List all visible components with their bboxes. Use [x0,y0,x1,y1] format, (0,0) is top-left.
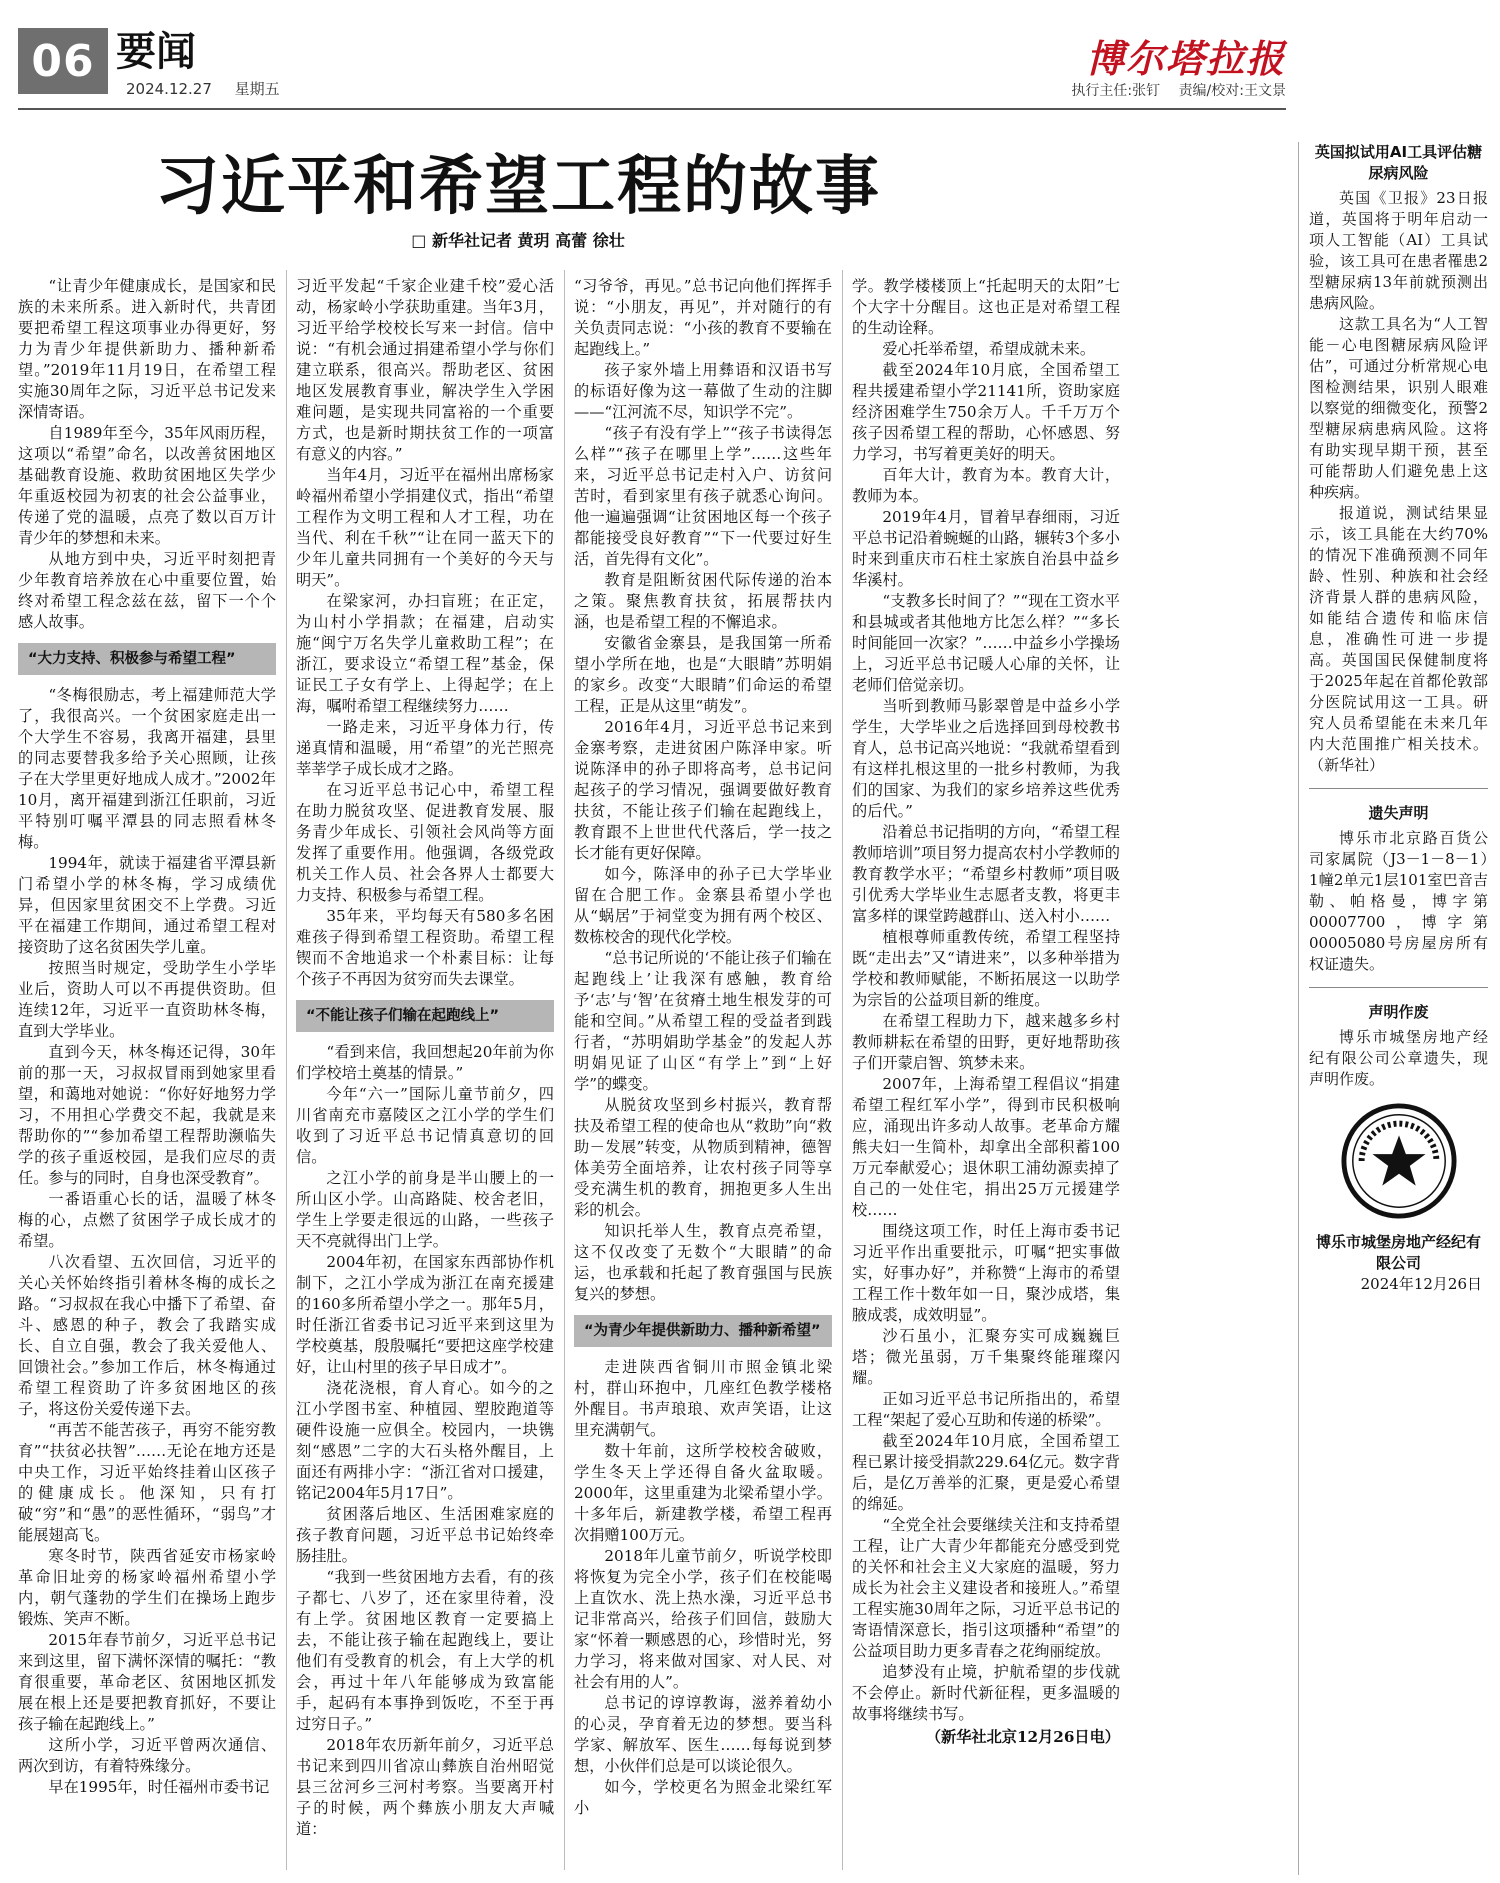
article-paragraph: “习爷爷，再见。”总书记向他们挥挥手说：“小朋友，再见”，并对随行的有关负责同志说：“小孩的教育不要输在起跑线上。” [574,277,832,358]
article-sign-off: （新华社北京12月26日电） [925,1728,1120,1746]
article-paragraph: 总书记的谆谆教诲，滋养着幼小的心灵，孕育着无边的梦想。要当科学家、解放军、医生……每每说到梦想，小伙伴们总是可以谈论很久。 [574,1694,832,1775]
article-paragraph: 直到今天，林冬梅还记得，30年前的那一天，习叔叔冒雨到她家里看望，和蔼地对她说：“你好好地努力学习，不用担心学费交不起，我就是来帮助你的”“参加希望工程帮助濒临失学的孩子重返校园，是我们应尽的责任。参与的同时，自身也深受教育”。 [18,1043,276,1187]
sidebar-news [1309,142,1488,789]
article-paragraph: “全党全社会要继续关注和支持希望工程，让广大青少年都能充分感受到党的关怀和社会主义大家庭的温暖，努力成长为社会主义建设者和接班人。”希望工程实施30周年之际，习近平总书记的寄语情深意长，指引这项播种“希望”的公益项目助力更多青春之花绚丽绽放。 [852,1516,1120,1660]
sidebar-news-title: 英国拟试用AI工具评估糖尿病风险 [1314,143,1483,182]
article-paragraph: 寒冬时节，陕西省延安市杨家岭革命旧址旁的杨家岭福州希望小学内，朝气蓬勃的学生们在操场上跑步锻炼、笑声不断。 [18,1547,276,1628]
sidebar-news-paragraph: 这款工具名为“人工智能－心电图糖尿病风险评估”，可通过分析常规心电图检测结果，识别人眼难以察觉的细微变化，预警2型糖尿病患病风险。这将有助实现早期干预，甚至可能帮助人们避免患上这种疾病。 [1309,315,1488,501]
article-paragraph: 沿着总书记指明的方向，“希望工程教师培训”项目努力提高农村小学教师的教育教学水平；“希望乡村教师”项目吸引优秀大学毕业生志愿者支教，将更丰富多样的课堂跨越群山、送入村小…… [852,823,1120,925]
section-subheading: “大力支持、积极参与希望工程” [18,643,276,675]
article-paragraph: 知识托举人生，教育点亮希望，这不仅改变了无数个“大眼睛”的命运，也承载和托起了教育强国与民族复兴的梦想。 [574,1222,832,1303]
article-column-1 [18,276,276,1876]
article-paragraph: “支教多长时间了？”“现在工资水平和县城或者其他地方比怎么样？”“多长时间能回一次家？”……中益乡小学操场上，习近平总书记暖人心扉的关怀，让老师们倍觉亲切。 [852,592,1120,694]
article-paragraph: 一路走来，习近平身体力行，传递真情和温暖，用“希望”的光芒照亮莘莘学子成长成才之路。 [296,718,554,778]
article-paragraph: 数十年前，这所学校校舍破败，学生冬天上学还得自备火盆取暖。2000年，这里重建为北梁希望小学。十多年后，新建教学楼，希望工程再次捐赠100万元。 [574,1442,832,1544]
article-paragraph: 一番语重心长的话，温暖了林冬梅的心，点燃了贫困学子成长成才的希望。 [18,1190,276,1250]
article-paragraph: 沙石虽小，汇聚夯实可成巍巍巨塔；微光虽弱，万千集聚终能璀璨闪耀。 [852,1327,1120,1387]
article-paragraph: 2016年4月，习近平总书记来到金寨考察，走进贫困户陈泽申家。听说陈泽申的孙子即将高考，总书记问起孩子的学习情况，强调要做好教育扶贫，不能让孩子们输在起跑线上，教育跟不上世世代代落后，学一技之长才能有更好保障。 [574,718,832,862]
article-paragraph: 2015年春节前夕，习近平总书记来到这里，留下满怀深情的嘱托：“教育很重要，革命老区、贫困地区抓发展在根上还是要把教育抓好，不要让孩子输在起跑线上。” [18,1631,276,1733]
void-notice [1309,1002,1488,1307]
article-paragraph: 学。教学楼楼顶上“托起明天的太阳”七个大字十分醒目。这也正是对希望工程的生动诠释。 [852,277,1120,337]
article-paragraph: 正如习近平总书记所指出的，希望工程“架起了爱心互助和传递的桥梁”。 [852,1390,1120,1429]
article-paragraph: 在习近平总书记心中，希望工程在助力脱贫攻坚、促进教育发展、服务青少年成长、引领社会风尚等方面发挥了重要作用。他强调，各级党政机关工作人员、社会各界人士都要大力支持、积极参与希望工程。 [296,781,554,904]
article-paragraph: 截至2024年10月底，全国希望工程共援建希望小学21141所，资助家庭经济困难学生750余万人。千千万万个孩子因希望工程的帮助，心怀感恩、努力学习，书写着更美好的明天。 [852,361,1120,463]
section-subheading: “为青少年提供新助力、播种新希望” [574,1315,832,1347]
sidebar [1298,142,1488,1875]
article-paragraph: 早在1995年，时任福州市委书记 [48,1778,270,1796]
article-paragraph: 2004年初，在国家东西部协作机制下，之江小学成为浙江在南充援建的160多所希望小学之一。那年5月，时任浙江省委书记习近平来到这里为学校奠基，殷殷嘱托“要把这座学校建好，让山村里的孩子早日成才”。 [296,1253,554,1376]
article-paragraph: 之江小学的前身是半山腰上的一所山区小学。山高路陡、校舍老旧，学生上学要走很远的山路，一些孩子天不亮就得出门上学。 [296,1169,554,1250]
article-paragraph: 截至2024年10月底，全国希望工程已累计接受捐款229.64亿元。数字背后，是亿万善举的汇聚，更是爱心希望的绵延。 [852,1432,1120,1513]
article-paragraph: 追梦没有止境，护航希望的步伐就不会停止。新时代新征程，更多温暖的故事将继续书写。 [852,1663,1120,1723]
date-text: 2024.12.27 [126,80,212,98]
masthead [18,28,1286,100]
article-paragraph: 2019年4月，冒着早春细雨，习近平总书记沿着蜿蜒的山路，辗转3个多小时来到重庆市石柱土家族自治县中益乡华溪村。 [852,508,1120,589]
header-rule [18,108,1286,110]
editor-credits [1057,80,1286,100]
article-paragraph: 在希望工程助力下，越来越多乡村教师耕耘在希望的田野，更好地帮助孩子们开蒙启智、筑梦未来。 [852,1012,1120,1072]
void-notice-text: 博乐市城堡房地产经纪有限公司公章遗失，现声明作废。 [1309,1028,1488,1088]
article-paragraph: 在梁家河，办扫盲班；在正定，为山村小学捐款；在福建，启动实施“闽宁万名失学儿童救助工程”；在浙江，要求设立“希望工程”基金，保证民工子女有学上、上得起学；在上海，嘱咐希望工程继续努力…… [296,592,554,715]
article-paragraph: 从地方到中央，习近平时刻把青少年教育培养放在心中重要位置，始终对希望工程念兹在兹，留下一个个感人故事。 [18,550,276,631]
proofreader: 责编/校对:王文景 [1178,83,1286,99]
lost-notice-text: 博乐市北京路百货公司家属院（J3－1－8－1）1幢2单元1层101室巴音吉勒、帕格曼，博字第00007700，博字第00005080号房屋房所有权证遗失。 [1309,829,1488,973]
article-paragraph: 自1989年至今，35年风雨历程，这项以“希望”命名，以改善贫困地区基础教育设施、救助贫困地区失学少年重返校园为初衷的社会公益事业，传递了党的温暖，点亮了数以百万计青少年的梦想和未来。 [18,424,276,547]
void-notice-company: 博乐市城堡房地产经纪有限公司 [1315,1233,1481,1272]
article-paragraph: 2018年儿童节前夕，听说学校即将恢复为完全小学，孩子们在校能喝上直饮水、洗上热水澡，习近平总书记非常高兴，给孩子们回信，鼓励大家“怀着一颗感恩的心，珍惜时光，努力学习，将来做对国家、对人民、对社会有用的人”。 [574,1547,832,1691]
article-paragraph: 围绕这项工作，时任上海市委书记习近平作出重要批示，叮嘱“把实事做实，好事办好”，并称赞“上海市的希望工程工作十数年如一日，聚沙成塔，集腋成裘，成效明显”。 [852,1222,1120,1324]
article-title: 习近平和希望工程的故事 [155,149,881,224]
article-paragraph: 爱心托举希望，希望成就未来。 [882,340,1096,358]
chief-editor: 执行主任:张钉 [1071,83,1161,99]
article-paragraph: 当年4月，习近平在福州出席杨家岭福州希望小学捐建仪式，指出“希望工程作为文明工程和人才工程，功在当代、利在千秋”“让在同一蓝天下的少年儿童共同拥有一个美好的今天与明天”。 [296,466,554,589]
article-paragraph: 植根尊师重教传统，希望工程坚持既“走出去”又“请进来”，以多种举措为学校和教师赋能，不断拓展这一以助学为宗旨的公益项目新的维度。 [852,928,1120,1009]
sidebar-news-paragraph: 报道说，测试结果显示，该工具能在大约70%的情况下准确预测不同年龄、性别、种族和社会经济背景人群的患病风险，如能结合遗传和临床信息，准确性可进一步提高。英国国民保健制度将于2025年起在首都伦敦部分医院试用这一工具。研究人员希望能在未来几年内大范围推广相关技术。（新华社） [1309,504,1488,774]
article-paragraph: 当听到教师马影翠曾是中益乡小学学生，大学毕业之后选择回到母校教书育人，总书记高兴地说：“我就希望看到有这样扎根这里的一批乡村教师，为我们的国家、为我们的家乡培养这些优秀的后代。” [852,697,1120,820]
void-notice-date: 2024年12月26日 [1360,1275,1482,1293]
lost-notice [1309,803,1488,988]
article-paragraph: “我到一些贫困地方去看，有的孩子都七、八岁了，还在家里待着，没有上学。贫困地区教育一定要搞上去，不能让孩子输在起跑线上，要让他们有受教育的机会，有上大学的机会，再过十年八年能够成为致富能手，起码有本事挣到饭吃，不至于再过穷日子。” [296,1568,554,1733]
article-paragraph: 孩子家外墙上用彝语和汉语书写的标语好像为这一幕做了生动的注脚——“江河流不尽，知识学不完”。 [574,361,832,421]
article-paragraph: “再苦不能苦孩子，再穷不能穷教育”“扶贫必扶智”……无论在地方还是中央工作，习近平始终挂着山区孩子的健康成长。他深知，只有打破“穷”和“愚”的恶性循环，“弱鸟”才能展翅高飞。 [18,1421,276,1544]
void-notice-title: 声明作废 [1368,1003,1429,1021]
article-column-4 [852,276,1120,1876]
article-paragraph: 如今，陈泽申的孙子已大学毕业留在合肥工作。金寨县希望小学也从“蜗居”于祠堂变为拥有两个校区、数栋校舍的现代化学校。 [574,865,832,946]
company-seal-icon [1340,1102,1458,1220]
newspaper-logo: 博尔塔拉报 [1085,36,1286,81]
sidebar-news-paragraph: 英国《卫报》23日报道，英国将于明年启动一项人工智能（AI）工具试验，该工具可在患者罹患2型糖尿病13年前就预测出患病风险。 [1309,189,1488,312]
article-paragraph: 贫困落后地区、生活困难家庭的孩子教育问题，习近平总书记始终牵肠挂肚。 [296,1505,554,1565]
article-paragraph: “总书记所说的‘不能让孩子们输在起跑线上’让我深有感触，教育给予‘志’与‘智’在贫瘠土地生根发芽的可能和空间。”从希望工程的受益者到践行者，“苏明娟助学基金”的发起人苏明娟见证了山区“有学上”到“上好学”的蝶变。 [574,949,832,1093]
article-paragraph: 今年“六一”国际儿童节前夕，四川省南充市嘉陵区之江小学的学生们收到了习近平总书记情真意切的回信。 [296,1085,554,1166]
section-title: 要闻 [116,28,196,75]
article-paragraph: 教育是阻断贫困代际传递的治本之策。聚焦教育扶贫，拓展帮扶内涵，也是希望工程的不懈追求。 [574,571,832,631]
column-divider [842,270,843,1870]
article-paragraph: 这所小学，习近平曾两次通信、两次到访，有着特殊缘分。 [18,1736,276,1775]
article-paragraph: 走进陕西省铜川市照金镇北梁村，群山环抱中，几座红色教学楼格外醒目。书声琅琅、欢声笑语，让这里充满朝气。 [574,1358,832,1439]
article-column-3 [574,276,832,1876]
article-paragraph: 1994年，就读于福建省平潭县新门希望小学的林冬梅，学习成绩优异，但因家里贫困交不上学费。习近平在福建工作期间，通过希望工程对接资助了这名贫困失学儿童。 [18,854,276,956]
article-paragraph: 如今，学校更名为照金北梁红军小 [574,1778,832,1817]
article-column-2 [296,276,554,1876]
page-number: 06 [18,28,108,94]
article-paragraph: 安徽省金寨县，是我国第一所希望小学所在地，也是“大眼睛”苏明娟的家乡。改变“大眼睛”们命运的希望工程，正是从这里“萌发”。 [574,634,832,715]
article-paragraph: “看到来信，我回想起20年前为你们学校培土奠基的情景。” [296,1043,554,1082]
article-paragraph: 2018年农历新年前夕，习近平总书记来到四川省凉山彝族自治州昭觉县三岔河乡三河村考察。当要离开村子的时候，两个彝族小朋友大声喊道： [296,1736,554,1838]
article-paragraph: 从脱贫攻坚到乡村振兴，教育帮扶及希望工程的使命也从“救助”向“救助－发展”转变，从物质到精神，德智体美劳全面培养，让农村孩子同等享受充满生机的教育，拥抱更多人生出彩的机会。 [574,1096,832,1219]
lost-notice-title: 遗失声明 [1368,804,1429,822]
article-paragraph: 八次看望、五次回信，习近平的关心关怀始终指引着林冬梅的成长之路。“习叔叔在我心中播下了希望、奋斗、感恩的种子，教会了我踏实成长、自立自强，教会了我关爱他人、回馈社会。”参加工作后，林冬梅通过希望工程资助了许多贫困地区的孩子，将这份关爱传递下去。 [18,1253,276,1418]
article-paragraph: 2007年，上海希望工程倡议“捐建希望工程红军小学”，得到市民积极响应，涌现出许多动人故事。老革命方耀熊夫妇一生简朴，却拿出全部积蓄100万元奉献爱心；退休职工浦幼源卖掉了自己的一处住宅，捐出25万元援建学校…… [852,1075,1120,1219]
article-paragraph: 习近平发起“千家企业建千校”爱心活动，杨家岭小学获助重建。当年3月，习近平给学校校长写来一封信。信中说：“有机会通过捐建希望小学与你们建立联系，很高兴。帮助老区、贫困地区发展教育事业，解决学生入学困难问题，是实现共同富裕的一个重要方式，也是新时期扶贫工作的一项富有意义的内容。” [296,277,554,463]
article-paragraph: 浇花浇根，育人育心。如今的之江小学图书室、种植园、塑胶跑道等硬件设施一应俱全。校园内，一块镌刻“感恩”二字的大石头格外醒目，上面还有两排小字：“浙江省对口援建，铭记2004年5月17日”。 [296,1379,554,1502]
column-divider [564,270,565,1870]
article-paragraph: 百年大计，教育为本。教育大计，教师为本。 [852,466,1120,505]
weekday-text: 星期五 [234,80,280,98]
article-paragraph: “冬梅很励志，考上福建师范大学了，我很高兴。一个贫困家庭走出一个大学生不容易，我离开福建，县里的同志要替我多给予关心照顾，让孩子在大学里更好地成人成才。”2002年10月，离开福建到浙江任职前，习近平特别叮嘱平潭县的同志照看林冬梅。 [18,686,276,851]
article-paragraph: “孩子有没有学上”“孩子书读得怎么样”“孩子在哪里上学”……这些年来，习近平总书记走村入户、访贫问苦时，看到家里有孩子就悉心询问。他一遍遍强调“让贫困地区每一个孩子都能接受良好教育”“下一代要过好生活，首先得有文化”。 [574,424,832,568]
article-paragraph: 35年来，平均每天有580多名困难孩子得到希望工程资助。希望工程锲而不舍地追求一个朴素目标：让每个孩子不再因为贫穷而失去课堂。 [296,907,554,988]
section-subheading: “不能让孩子们输在起跑线上” [296,1000,554,1032]
issue-date [126,78,298,99]
column-divider [286,270,287,1870]
article-byline: □ 新华社记者 黄玥 高蕾 徐壮 [411,231,625,250]
article-paragraph: “让青少年健康成长，是国家和民族的未来所系。进入新时代，共青团要把希望工程这项事业办得更好，努力为青少年提供新助力、播种新希望。”2019年11月19日，在希望工程实施30周年之际，习近平总书记发来深情寄语。 [18,277,276,421]
article-paragraph: 按照当时规定，受助学生小学毕业后，资助人可以不再提供资助。但连续12年，习近平一直资助林冬梅，直到大学毕业。 [18,959,276,1040]
